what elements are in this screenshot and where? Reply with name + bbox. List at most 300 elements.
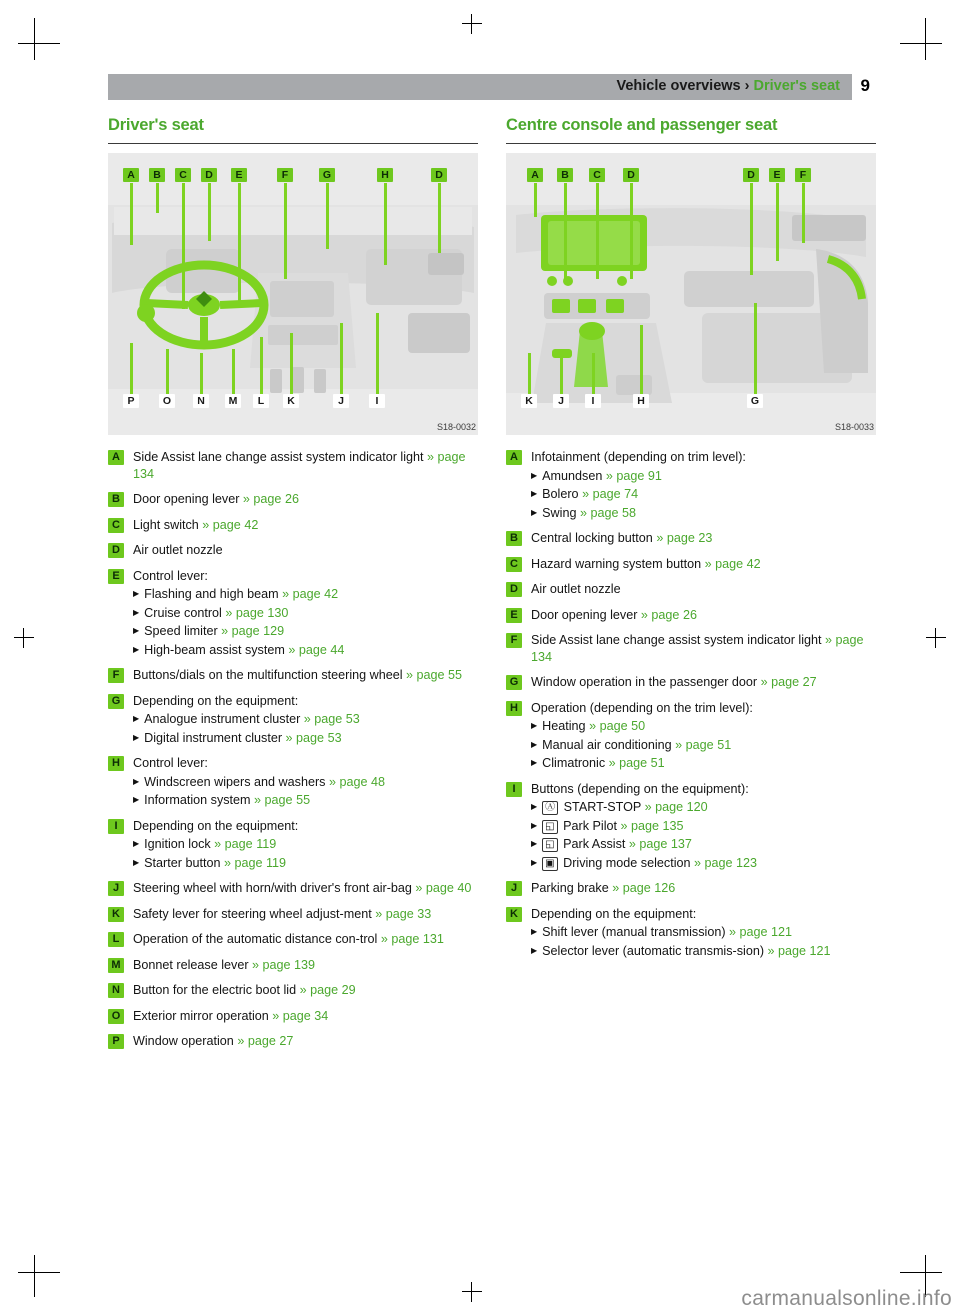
legend-sub-label: Climatronic	[542, 756, 609, 770]
legend-item	[108, 755, 478, 809]
legend-item	[108, 449, 478, 482]
legend-text	[531, 607, 876, 624]
legend-key: J	[108, 881, 124, 896]
legend-sub-item	[133, 855, 478, 872]
page-reference-link[interactable]: » page 119	[214, 837, 277, 851]
legend-item	[108, 693, 478, 747]
page-reference-link[interactable]: » page 42	[704, 556, 761, 571]
crop-mark	[34, 18, 35, 60]
legend-sub-item	[531, 737, 876, 754]
figure-label-l: L	[253, 394, 269, 408]
legend-main-line	[531, 781, 876, 798]
page-reference-link[interactable]: » page 135	[620, 818, 684, 833]
legend-main-line	[531, 674, 876, 691]
legend-sub-text	[542, 718, 876, 735]
legend-main-line	[531, 632, 876, 665]
page-reference-link[interactable]: » page 29	[299, 983, 356, 997]
legend-key: C	[108, 518, 124, 533]
page-reference-link[interactable]: » page 119	[223, 855, 287, 870]
legend-item	[506, 449, 876, 521]
page-reference-link[interactable]: » page 134	[133, 450, 466, 481]
legend-label: Steering wheel with horn/with driver's front air-bag	[133, 881, 416, 895]
legend-main-line	[133, 449, 478, 482]
legend-sub-item	[531, 468, 876, 485]
left-column	[108, 116, 478, 1059]
legend-item	[108, 982, 478, 999]
page-reference-link[interactable]: » page 42	[282, 587, 339, 601]
bullet-triangle-icon: ▶	[531, 857, 538, 867]
legend-main-line	[531, 700, 876, 717]
legend-sub-text	[144, 836, 478, 853]
figure-label-p: P	[123, 394, 139, 408]
control-button-icon: Ⓐ	[542, 801, 558, 815]
legend-sub-text	[542, 855, 876, 872]
control-button-icon: ▣	[542, 857, 557, 871]
legend-text	[133, 957, 478, 974]
bullet-triangle-icon: ▶	[133, 714, 140, 723]
legend-sub-item	[133, 605, 478, 622]
page-reference-link[interactable]: » page 120	[644, 800, 708, 814]
figure-label-d2: D	[743, 168, 759, 182]
legend-sub-text	[542, 737, 876, 754]
legend-sub-label: Amundsen	[542, 468, 606, 483]
legend-item	[108, 568, 478, 659]
legend-main-line	[133, 755, 478, 772]
legend-item	[108, 818, 478, 872]
page-reference-link[interactable]: » page 91	[605, 468, 662, 483]
legend-sub-item	[133, 836, 478, 853]
legend-sub-text	[144, 586, 478, 603]
legend-sub-text	[144, 642, 478, 659]
page-reference-link[interactable]: » page 27	[237, 1034, 294, 1048]
legend-main-line	[133, 568, 478, 585]
legend-sub-text	[542, 468, 876, 485]
legend-sub-item	[133, 586, 478, 603]
legend-sub-label: Information system	[144, 793, 255, 807]
legend-sub-item	[133, 711, 478, 728]
page-reference-link[interactable]: » page 74	[582, 487, 639, 501]
crop-mark	[34, 1255, 35, 1297]
page-reference-link[interactable]: » page 129	[221, 624, 285, 638]
legend-main-line	[531, 556, 876, 573]
legend-sub-text	[144, 730, 478, 747]
legend-sub-label: Shift lever (manual transmission)	[542, 925, 730, 939]
page-reference-link[interactable]: » page 51	[608, 756, 665, 770]
legend-label: Buttons (depending on the equipment):	[531, 781, 749, 796]
legend-sub-text	[542, 486, 876, 503]
legend-main-line	[133, 880, 478, 897]
bullet-triangle-icon: ▶	[133, 839, 140, 848]
legend-key: E	[108, 569, 124, 584]
legend-sub-item	[133, 623, 478, 640]
figure-label-e: E	[231, 168, 247, 182]
crop-mark	[900, 1272, 942, 1273]
page-title-right: Centre console and passenger seat	[506, 116, 778, 134]
legend-text	[133, 667, 478, 684]
page-reference-link[interactable]: » page 51	[675, 737, 732, 752]
legend-text	[531, 906, 876, 960]
legend-item	[108, 880, 478, 897]
legend-label: Control lever:	[133, 756, 208, 770]
legend-item	[506, 781, 876, 872]
crop-mark	[18, 43, 60, 44]
page-reference-link[interactable]: » page 40	[415, 881, 472, 895]
legend-text	[133, 906, 478, 923]
registration-mark	[462, 1282, 482, 1302]
legend-item	[108, 517, 478, 534]
bullet-triangle-icon: ▶	[133, 732, 140, 742]
legend-main-line	[133, 693, 478, 710]
legend-key: B	[108, 492, 124, 507]
page-reference-link[interactable]: » page 55	[406, 668, 463, 682]
figure-label-d1: D	[201, 168, 217, 182]
figure-label-d1: D	[623, 168, 639, 182]
legend-main-line	[133, 982, 478, 999]
legend-sub-text	[542, 924, 876, 941]
figure-caption-right: S18-0033	[834, 422, 874, 432]
legend-item	[506, 880, 876, 897]
legend-sub-item	[531, 718, 876, 735]
legend-key: D	[506, 582, 522, 597]
bullet-triangle-icon: ▶	[531, 507, 538, 517]
legend-sub-text	[144, 855, 478, 872]
bullet-triangle-icon: ▶	[133, 857, 140, 867]
legend-main-line	[133, 906, 478, 923]
bullet-triangle-icon: ▶	[531, 758, 538, 767]
legend-text	[531, 556, 876, 573]
legend-sub-item	[133, 792, 478, 809]
legend-sub-text	[542, 818, 876, 835]
figure-label-k: K	[283, 394, 299, 408]
legend-text	[133, 568, 478, 659]
legend-main-line	[133, 491, 478, 508]
bullet-triangle-icon: ▶	[531, 820, 538, 830]
legend-main-line	[531, 607, 876, 624]
page-reference-link[interactable]: » page 53	[303, 712, 360, 726]
legend-main-line	[531, 906, 876, 923]
page-title-left: Driver's seat	[108, 116, 204, 134]
legend-text	[133, 1008, 478, 1025]
legend-sub-label: Windscreen wipers and washers	[144, 774, 329, 789]
legend-key: M	[108, 958, 124, 973]
page-reference-link[interactable]: » page 53	[285, 730, 342, 745]
legend-label: Light switch	[133, 517, 203, 532]
page-reference-link[interactable]: » page 134	[531, 633, 864, 664]
legend-sub-label: Flashing and high beam	[144, 587, 283, 601]
bullet-triangle-icon: ▶	[531, 470, 538, 480]
legend-item	[108, 1008, 478, 1025]
centre-console-illustration	[506, 153, 876, 435]
figure-label-d2: D	[431, 168, 447, 182]
page-reference-link[interactable]: » page 58	[579, 505, 636, 520]
legend-main-line	[133, 1008, 478, 1025]
bullet-triangle-icon: ▶	[531, 945, 538, 955]
legend-label: Window operation in the passenger door	[531, 675, 761, 689]
page-reference-link[interactable]: » page 137	[628, 837, 692, 851]
page-reference-link[interactable]: » page 34	[272, 1008, 329, 1023]
page-reference-link[interactable]: » page 126	[612, 881, 676, 895]
figure-label-n: N	[193, 394, 209, 408]
bullet-triangle-icon: ▶	[133, 589, 140, 598]
legend-sub-item	[531, 924, 876, 941]
legend-label: Parking brake	[531, 881, 613, 895]
legend-label: Infotainment (depending on trim level):	[531, 450, 746, 464]
bullet-triangle-icon: ▶	[133, 644, 140, 654]
legend-text	[133, 491, 478, 508]
page-reference-link[interactable]: » page 55	[254, 793, 311, 807]
crop-mark	[925, 18, 926, 60]
legend-list-right	[506, 449, 876, 959]
legend-label: Control lever:	[133, 568, 208, 583]
figure-label-e: E	[769, 168, 785, 182]
figure-label-c: C	[589, 168, 605, 182]
bullet-triangle-icon: ▶	[531, 802, 538, 811]
figure-label-c: C	[175, 168, 191, 182]
drivers-seat-illustration	[108, 153, 478, 435]
legend-text	[531, 449, 876, 521]
legend-key: N	[108, 983, 124, 998]
bullet-triangle-icon: ▶	[531, 721, 538, 730]
legend-key: L	[108, 932, 124, 947]
bullet-triangle-icon: ▶	[531, 739, 538, 749]
breadcrumb	[616, 78, 840, 94]
page-reference-link[interactable]: » page 131	[380, 932, 444, 946]
legend-label: Window operation	[133, 1034, 238, 1048]
breadcrumb-sub: Driver's seat	[753, 78, 840, 94]
legend-sub-label: Swing	[542, 505, 580, 520]
legend-key: I	[506, 782, 522, 797]
figure-image-centre-console	[506, 153, 876, 435]
figure-label-h: H	[377, 168, 393, 182]
legend-text	[133, 931, 478, 948]
legend-key: H	[506, 701, 522, 716]
legend-text	[133, 693, 478, 747]
legend-item	[506, 674, 876, 691]
legend-sub-label: Heating	[542, 719, 590, 733]
legend-sub-text	[144, 774, 478, 791]
legend-label: Side Assist lane change assist system indicator light	[133, 450, 427, 464]
legend-sub-item	[133, 730, 478, 747]
legend-main-line	[531, 880, 876, 897]
legend-list-left	[108, 449, 478, 1050]
figure-label-j: J	[553, 394, 569, 408]
legend-text	[531, 781, 876, 872]
legend-sub-label: Manual air conditioning	[542, 737, 676, 752]
registration-mark	[462, 14, 482, 34]
legend-item	[506, 556, 876, 573]
bullet-triangle-icon: ▶	[531, 489, 538, 498]
legend-key: F	[108, 668, 124, 683]
right-column	[506, 116, 876, 968]
page-reference-link[interactable]: » page 33	[375, 906, 432, 921]
legend-label: Side Assist lane change assist system indicator light	[531, 633, 825, 647]
legend-sub-label: Driving mode selection	[559, 855, 695, 870]
legend-text	[133, 880, 478, 897]
figure-label-a: A	[123, 168, 139, 182]
figure-drivers-seat	[108, 153, 478, 435]
page-reference-link[interactable]: » page 26	[640, 607, 697, 622]
figure-label-h: H	[633, 394, 649, 408]
control-button-icon: ◱	[542, 820, 557, 834]
page-reference-link[interactable]: » page 26	[242, 492, 299, 506]
legend-key: F	[506, 633, 522, 648]
legend-label: Hazard warning system button	[531, 556, 705, 571]
legend-sub-item	[531, 486, 876, 503]
figure-image-drivers-seat	[108, 153, 478, 435]
legend-sub-text	[542, 755, 876, 772]
legend-key: A	[506, 450, 522, 465]
legend-sub-label: Digital instrument cluster	[144, 730, 286, 745]
figure-label-o: O	[159, 394, 175, 408]
registration-mark	[14, 628, 34, 648]
page-reference-link[interactable]: » page 27	[760, 675, 817, 689]
legend-item	[506, 581, 876, 598]
legend-label: Buttons/dials on the multifunction steering wheel	[133, 668, 407, 682]
legend-text	[133, 982, 478, 999]
legend-sub-item	[133, 774, 478, 791]
page-reference-link[interactable]: » page 48	[328, 774, 385, 789]
legend-sub-text	[542, 799, 876, 816]
legend-sub-text	[542, 836, 876, 853]
legend-sub-item	[531, 755, 876, 772]
legend-key: D	[108, 543, 124, 558]
bullet-triangle-icon: ▶	[531, 839, 538, 848]
legend-sub-label: START-STOP	[560, 800, 645, 814]
page-reference-link[interactable]: » page 42	[202, 517, 259, 532]
page-reference-link[interactable]: » page 50	[589, 719, 646, 733]
legend-sub-item	[531, 505, 876, 522]
legend-item	[506, 700, 876, 772]
legend-sub-item	[531, 836, 876, 853]
legend-label: Safety lever for steering wheel adjust-ment	[133, 906, 376, 921]
legend-sub-text	[144, 605, 478, 622]
legend-text	[133, 1033, 478, 1050]
legend-sub-label: Park Assist	[559, 837, 629, 851]
title-rule	[506, 143, 876, 144]
legend-sub-label: Selector lever (automatic transmis-sion)	[542, 943, 768, 958]
bullet-triangle-icon: ▶	[133, 607, 140, 617]
legend-sub-text	[542, 505, 876, 522]
legend-item	[108, 957, 478, 974]
legend-label: Bonnet release lever	[133, 957, 253, 972]
legend-key: P	[108, 1034, 124, 1049]
figure-label-a: A	[527, 168, 543, 182]
legend-main-line	[133, 818, 478, 835]
legend-text	[133, 542, 478, 559]
page-reference-link[interactable]: » page 139	[252, 957, 316, 972]
legend-text	[531, 880, 876, 897]
page-reference-link[interactable]: » page 123	[694, 855, 758, 870]
legend-main-line	[133, 517, 478, 534]
legend-item	[108, 542, 478, 559]
legend-item	[108, 906, 478, 923]
breadcrumb-chevron-icon: ›	[744, 78, 750, 94]
page-reference-link[interactable]: » page 121	[767, 943, 831, 958]
legend-sub-item	[531, 818, 876, 835]
legend-key: G	[108, 694, 124, 709]
legend-text	[133, 818, 478, 872]
figure-label-f: F	[277, 168, 293, 182]
legend-label: Door opening lever	[133, 492, 243, 506]
legend-key: C	[506, 557, 522, 572]
legend-main-line	[531, 449, 876, 466]
legend-item	[108, 667, 478, 684]
control-button-icon: ◱	[542, 838, 557, 852]
legend-key: K	[108, 907, 124, 922]
legend-item	[506, 906, 876, 960]
legend-key: B	[506, 531, 522, 546]
legend-text	[133, 517, 478, 534]
legend-item	[108, 931, 478, 948]
legend-text	[531, 700, 876, 772]
legend-label: Depending on the equipment:	[133, 693, 299, 708]
legend-key: O	[108, 1009, 124, 1024]
page-reference-link[interactable]: » page 44	[288, 642, 345, 657]
legend-sub-label: Park Pilot	[559, 818, 621, 833]
legend-main-line	[133, 1033, 478, 1050]
legend-item	[506, 632, 876, 665]
page-reference-link[interactable]: » page 23	[656, 531, 713, 545]
title-rule	[108, 143, 478, 144]
legend-label: Air outlet nozzle	[133, 543, 223, 557]
legend-label: Exterior mirror operation	[133, 1008, 273, 1023]
legend-text	[531, 632, 876, 665]
bullet-triangle-icon: ▶	[133, 626, 140, 635]
legend-label: Depending on the equipment:	[133, 818, 299, 833]
figure-label-i: I	[585, 394, 601, 408]
legend-sub-label: Analogue instrument cluster	[144, 712, 304, 726]
breadcrumb-main: Vehicle overviews	[616, 78, 741, 94]
figure-label-g: G	[747, 394, 763, 408]
legend-main-line	[133, 931, 478, 948]
legend-label: Button for the electric boot lid	[133, 983, 300, 997]
figure-label-m: M	[225, 394, 241, 408]
legend-text	[531, 581, 876, 598]
legend-item	[108, 491, 478, 508]
crop-mark	[900, 43, 942, 44]
legend-key: J	[506, 881, 522, 896]
legend-sub-text	[542, 943, 876, 960]
figure-label-g: G	[319, 168, 335, 182]
page-reference-link[interactable]: » page 121	[729, 925, 793, 939]
legend-key: G	[506, 675, 522, 690]
legend-item	[108, 1033, 478, 1050]
figure-label-f: F	[795, 168, 811, 182]
legend-key: K	[506, 907, 522, 922]
legend-text	[133, 449, 478, 482]
legend-text	[133, 755, 478, 809]
legend-key: I	[108, 819, 124, 834]
figure-label-b: B	[557, 168, 573, 182]
legend-label: Depending on the equipment:	[531, 906, 697, 921]
legend-sub-item	[531, 855, 876, 872]
page-reference-link[interactable]: » page 130	[225, 605, 289, 620]
legend-item	[506, 607, 876, 624]
legend-key: A	[108, 450, 124, 465]
registration-mark	[926, 628, 946, 648]
page-number: 9	[860, 76, 870, 95]
legend-sub-item	[531, 799, 876, 816]
legend-main-line	[133, 957, 478, 974]
legend-label: Central locking button	[531, 531, 657, 545]
legend-sub-text	[144, 792, 478, 809]
figure-centre-console	[506, 153, 876, 435]
legend-main-line	[133, 542, 478, 559]
legend-item	[506, 530, 876, 547]
legend-key: H	[108, 756, 124, 771]
legend-sub-label: Starter button	[144, 855, 224, 870]
figure-label-i: I	[369, 394, 385, 408]
